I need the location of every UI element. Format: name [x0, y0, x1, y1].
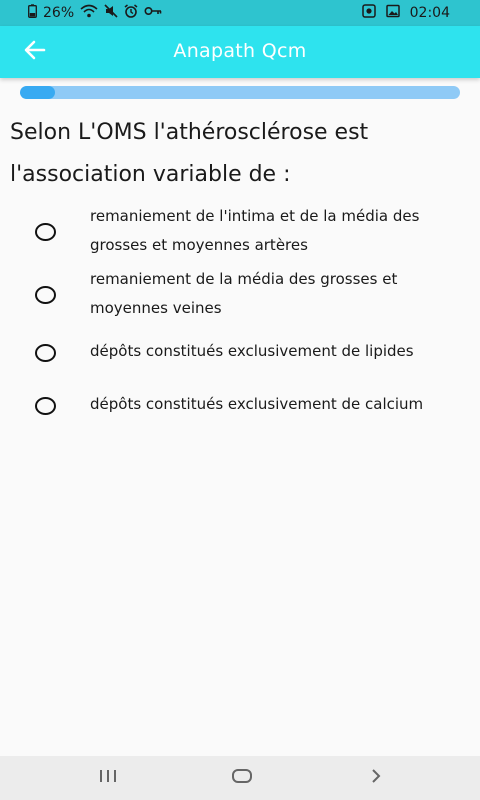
system-nav-bar [0, 756, 480, 800]
question-text: Selon L'OMS l'athérosclérose est l'association variable de : [10, 120, 369, 187]
back-nav-button[interactable] [356, 764, 396, 792]
home-icon [231, 768, 253, 788]
option-2[interactable] [0, 265, 480, 325]
option-4[interactable] [0, 390, 480, 422]
recent-apps-icon [98, 768, 118, 788]
option-label: remaniement de la média des grosses et moyennes veines [90, 270, 398, 317]
option-label: dépôts constitués exclusivement de lipides [90, 342, 414, 360]
gallery-icon [386, 4, 400, 22]
alarm-icon [124, 4, 138, 22]
mute-icon [104, 4, 118, 22]
option-label: dépôts constitués exclusivement de calcium [90, 395, 424, 413]
option-3[interactable] [0, 337, 480, 369]
key-icon [144, 5, 162, 21]
app-title: Anapath Qcm [173, 40, 307, 62]
radio-button-icon[interactable] [35, 344, 56, 362]
battery-percent: 26% [43, 5, 75, 21]
battery-icon [28, 4, 37, 22]
home-button[interactable] [222, 764, 262, 792]
status-left [28, 4, 162, 22]
back-icon [369, 768, 383, 788]
radio-button-icon[interactable] [35, 286, 56, 304]
radio-button-icon[interactable] [35, 223, 56, 241]
progress-bar [20, 86, 460, 99]
status-right [362, 4, 450, 22]
notification-icon [362, 4, 376, 22]
option-1[interactable] [0, 202, 480, 262]
radio-button-icon[interactable] [35, 397, 56, 415]
wifi-icon [80, 4, 98, 22]
progress-fill [20, 86, 55, 99]
status-time: 02:04 [409, 5, 450, 21]
status-bar [0, 0, 480, 26]
recent-apps-button[interactable] [88, 764, 128, 792]
option-label: remaniement de l'intima et de la média des grosses et moyennes artères [90, 207, 420, 254]
app-bar [0, 26, 480, 78]
